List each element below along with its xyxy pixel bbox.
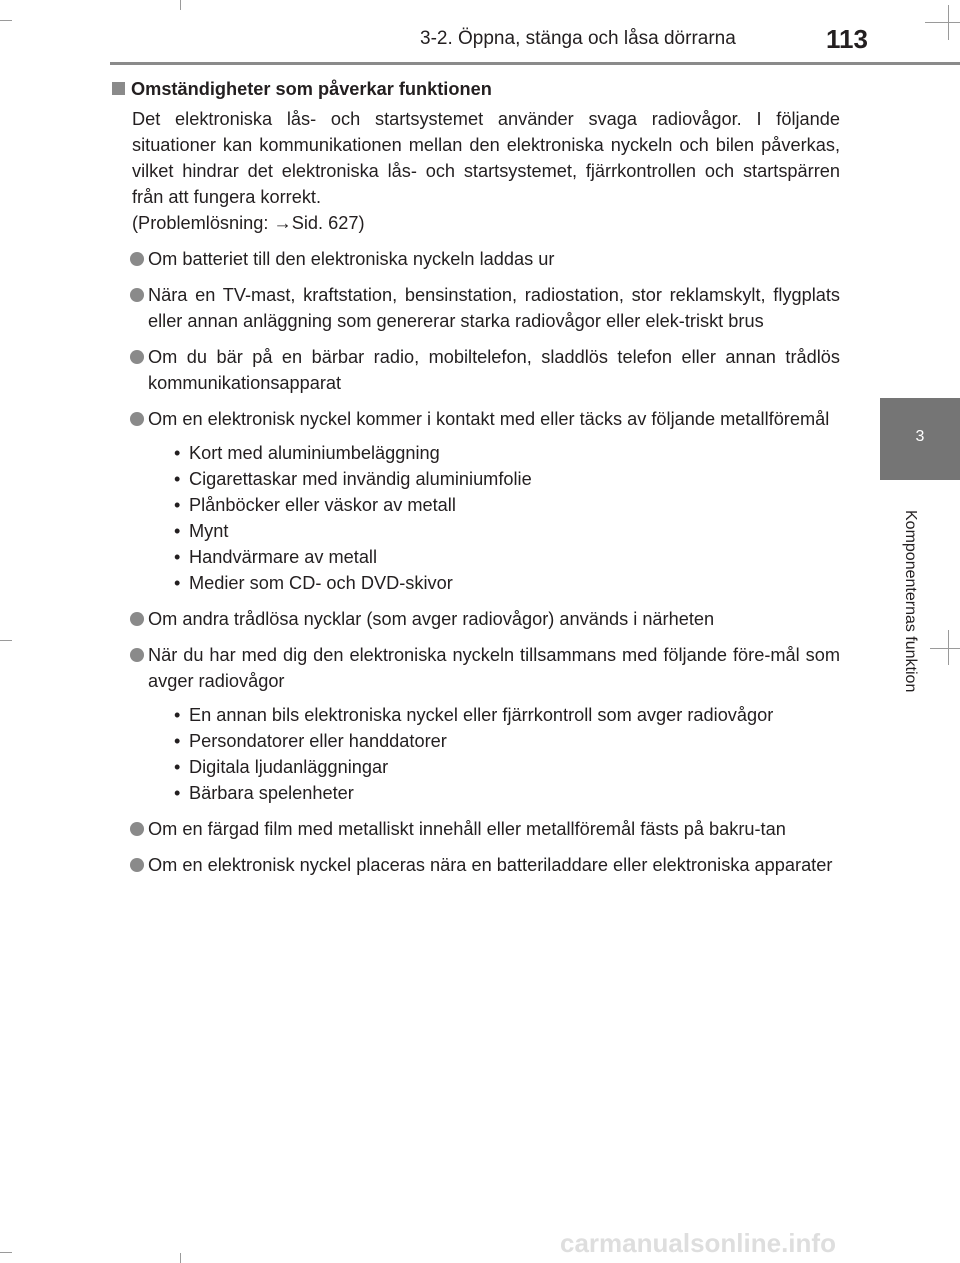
- header-rule: [110, 62, 960, 65]
- list-item-body: [148, 606, 840, 632]
- sub-list-item: • Bärbara spelenheter: [174, 780, 840, 806]
- circle-bullet-icon: [130, 412, 144, 426]
- sub-list-item: • Persondatorer eller handdatorer: [174, 728, 840, 754]
- running-header-title: 3-2. Öppna, stänga och låsa dörrarna: [420, 28, 736, 49]
- circle-bullet-icon: [130, 858, 144, 872]
- circle-bullet-icon: [130, 350, 144, 364]
- sub-list-item: • Kort med aluminiumbeläggning: [174, 440, 840, 466]
- sub-list-item: • En annan bils elektroniska nyckel eller fjärrkontroll som avger radiovågor: [174, 702, 840, 728]
- list-item-text: Om batteriet till den elektroniska nyckeln laddas ur: [148, 249, 555, 269]
- list-item-text: Om en elektronisk nyckel kommer i kontakt med eller täcks av följande metallföremål: [148, 409, 830, 429]
- circle-bullet-icon: [130, 252, 144, 266]
- circle-bullet-icon: [130, 822, 144, 836]
- chapter-side-title: Komponenternas funktion: [902, 510, 919, 693]
- crop-mark: [948, 630, 949, 665]
- list-item: [110, 246, 840, 272]
- crop-mark: [180, 1253, 181, 1263]
- bullet-list: [110, 246, 840, 878]
- list-item-body: [148, 282, 840, 334]
- list-item: [110, 344, 840, 396]
- list-item-text: Om en elektronisk nyckel placeras nära en batteriladdare eller elektroniska apparater: [148, 855, 833, 875]
- main-content: [110, 76, 840, 878]
- list-item-text: Om en färgad film med metalliskt innehåll eller metallföremål fästs på bakru-tan: [148, 819, 786, 839]
- list-item: [110, 852, 840, 878]
- list-item: [110, 642, 840, 806]
- sub-list: [130, 702, 840, 806]
- list-item-body: [148, 344, 840, 396]
- intro-reference: (Problemlösning: →Sid. 627): [132, 213, 365, 233]
- square-bullet-icon: [112, 82, 125, 95]
- crop-mark: [930, 648, 960, 649]
- list-item-text: Om andra trådlösa nycklar (som avger radiovågor) används i närheten: [148, 609, 715, 629]
- list-item-body: [148, 642, 840, 806]
- watermark: carmanualsonline.info: [560, 1228, 836, 1258]
- sub-list: [130, 440, 840, 596]
- section-heading-text: Omständigheter som påverkar funktionen: [131, 79, 492, 99]
- crop-mark: [180, 0, 181, 10]
- crop-mark: [0, 20, 12, 21]
- section-heading: [110, 76, 840, 102]
- list-item: [110, 816, 840, 842]
- intro-text: Det elektroniska lås- och startsystemet använder svaga radiovågor. I följande situationer kan kommunikationen mellan den elektroniska nyckeln och bilen påverkas, vilket hindrar det elektroniska lås- och startsystemet, fjärrkontrollen och startspärren från att fungera korrekt.: [132, 109, 840, 207]
- sub-list-item: • Mynt: [174, 518, 840, 544]
- page-number: 113: [826, 24, 868, 54]
- chapter-tab-number: 3: [915, 428, 925, 445]
- sub-list-item: • Digitala ljudanläggningar: [174, 754, 840, 780]
- list-item-body: [148, 816, 840, 842]
- intro-paragraph: [132, 106, 840, 236]
- circle-bullet-icon: [130, 612, 144, 626]
- list-item-body: [148, 852, 840, 878]
- list-item: [110, 406, 840, 596]
- list-item-text: Nära en TV-mast, kraftstation, bensinstation, radiostation, stor reklamskylt, flygplats eller annan anläggning som genererar starka radiovågor eller elek-triskt brus: [148, 285, 840, 331]
- sub-list-item: • Handvärmare av metall: [174, 544, 840, 570]
- circle-bullet-icon: [130, 648, 144, 662]
- list-item-body: [148, 406, 840, 596]
- list-item-text: Om du bär på en bärbar radio, mobiltelefon, sladdlös telefon eller annan trådlös kommunikationsapparat: [148, 347, 840, 393]
- circle-bullet-icon: [130, 288, 144, 302]
- sub-list-item: • Plånböcker eller väskor av metall: [174, 492, 840, 518]
- list-item-text: När du har med dig den elektroniska nyckeln tillsammans med följande före-mål som avger radiovågor: [148, 645, 840, 691]
- crop-mark: [925, 22, 960, 23]
- crop-mark: [0, 640, 12, 641]
- sub-list-item: • Medier som CD- och DVD-skivor: [174, 570, 840, 596]
- crop-mark: [0, 1252, 12, 1253]
- sub-list-item: • Cigarettaskar med invändig aluminiumfolie: [174, 466, 840, 492]
- list-item-body: [148, 246, 840, 272]
- list-item: [110, 606, 840, 632]
- list-item: [110, 282, 840, 334]
- crop-mark: [948, 5, 949, 40]
